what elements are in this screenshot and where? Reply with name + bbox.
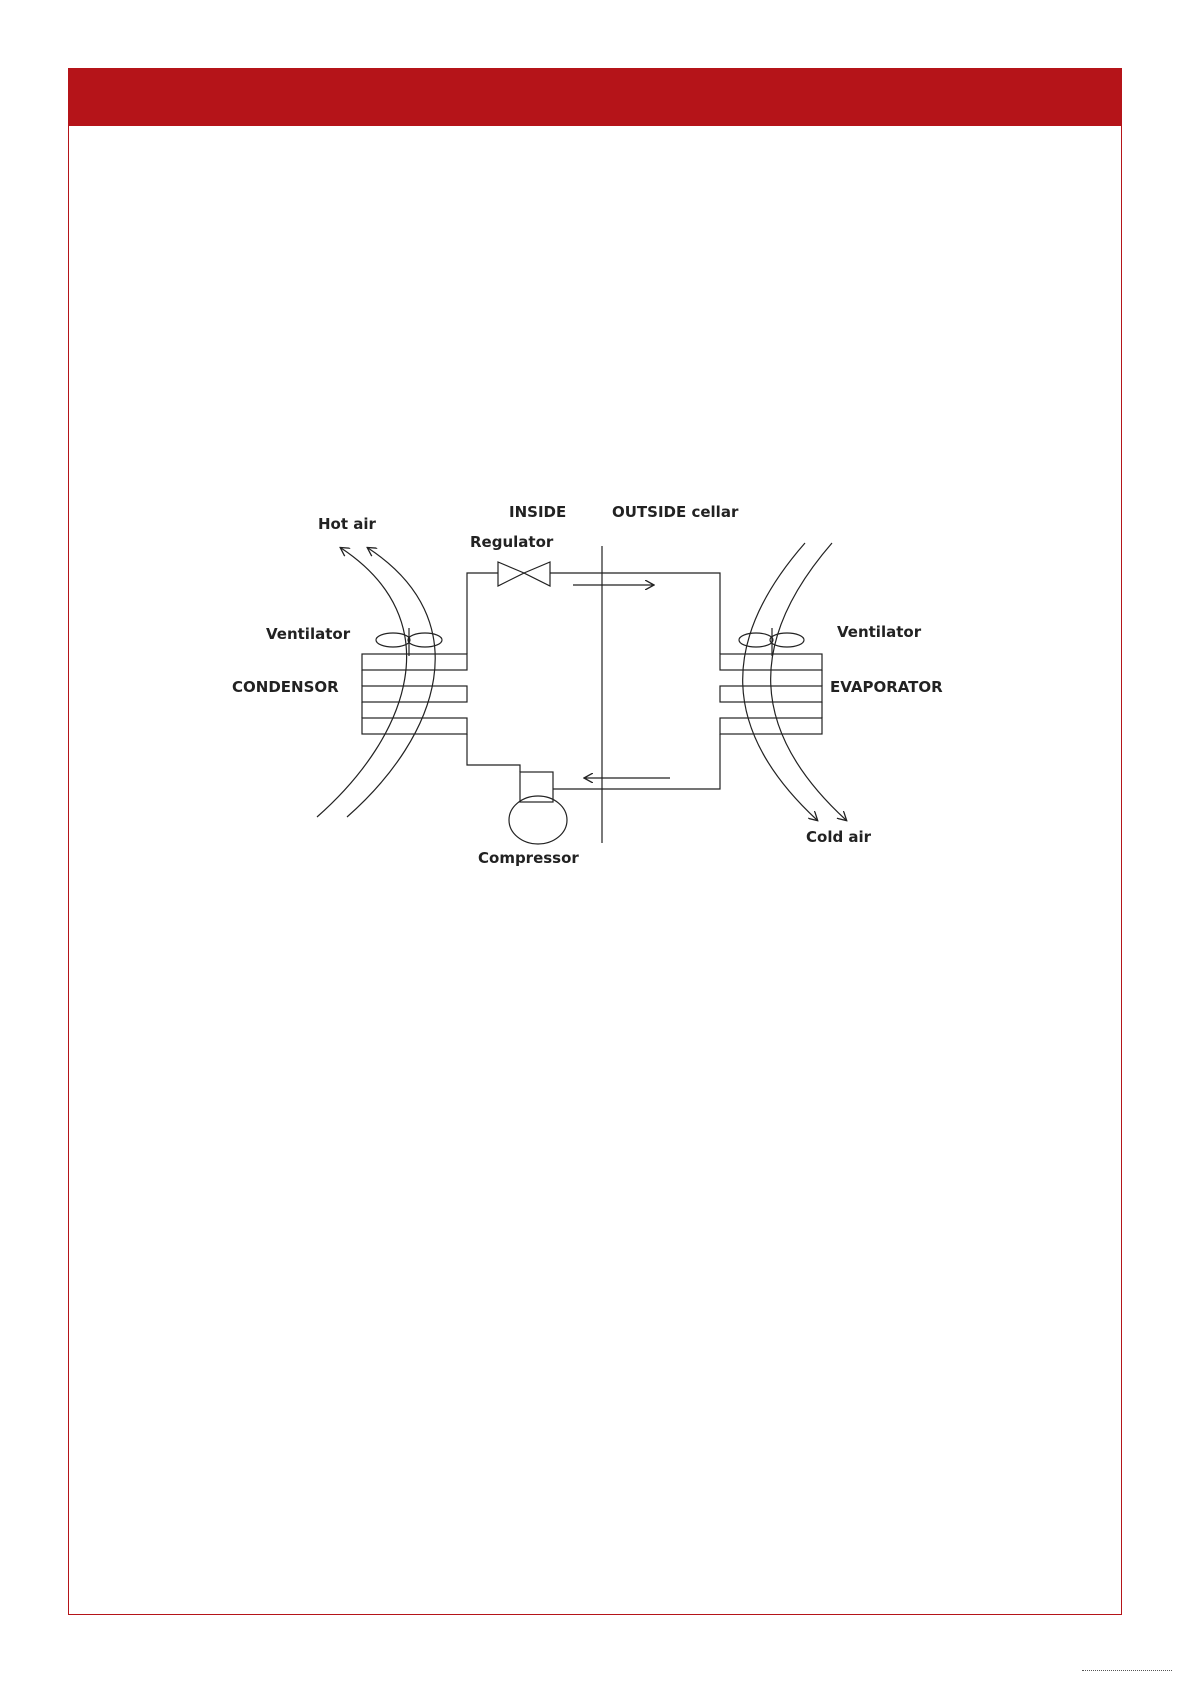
condensor-coil: [362, 654, 467, 734]
evaporator-label: EVAPORATOR: [830, 678, 943, 696]
ventilator-fan-icon-right: [739, 628, 804, 656]
compressor-icon: [509, 772, 567, 844]
regulator-label: Regulator: [470, 533, 554, 551]
outside-cellar-label: OUTSIDE cellar: [612, 503, 739, 521]
ventilator-right-label: Ventilator: [837, 623, 922, 641]
hot-air-flow-inner: [347, 548, 435, 817]
cold-air-label: Cold air: [806, 828, 872, 846]
inside-label: INSIDE: [509, 503, 567, 521]
hot-air-label: Hot air: [318, 515, 376, 533]
pipe-condensor-to-regulator: [467, 573, 498, 654]
regulator-valve-icon: [498, 562, 550, 586]
footer-mark: [1082, 1670, 1172, 1672]
pipe-condensor-to-compressor: [467, 734, 520, 772]
ventilator-left-label: Ventilator: [266, 625, 351, 643]
pipe-evaporator-to-compressor: [553, 734, 720, 789]
cold-air-flow-outer: [743, 543, 817, 820]
condensor-label: CONDENSOR: [232, 678, 339, 696]
compressor-label: Compressor: [478, 849, 579, 867]
